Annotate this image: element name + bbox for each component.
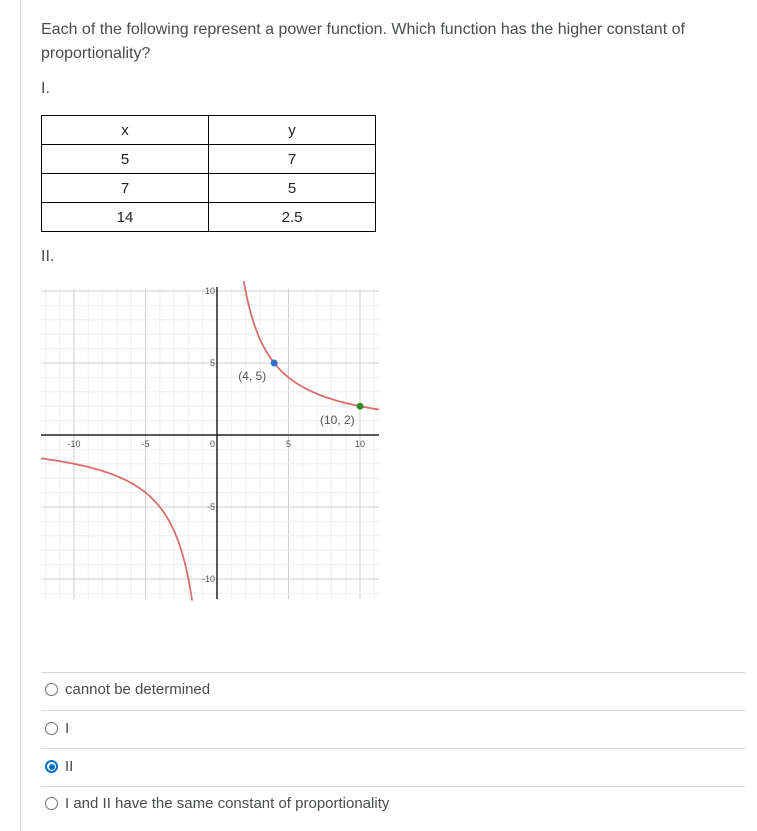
x-tick-label: 5	[285, 439, 292, 449]
table-header-row	[42, 116, 376, 145]
choice-ii[interactable]	[45, 758, 73, 775]
data-table	[41, 115, 376, 232]
table-cell: 5	[42, 145, 209, 174]
data-point	[357, 403, 364, 410]
point-label: (4, 5)	[238, 369, 267, 383]
left-divider	[20, 0, 21, 831]
choice-label: II	[65, 758, 74, 775]
y-tick-label: 0	[209, 439, 215, 449]
data-point	[271, 360, 278, 367]
choice-divider	[41, 748, 745, 749]
part-ii-label: II.	[41, 248, 55, 265]
radio-button[interactable]	[45, 797, 58, 810]
y-tick-label: -5	[206, 502, 215, 512]
x-tick-label: -5	[141, 439, 150, 449]
table-row	[42, 174, 376, 203]
radio-button[interactable]	[45, 683, 58, 696]
table-cell: 5	[209, 174, 376, 203]
table-cell: 7	[42, 174, 209, 203]
part-i-label: I.	[41, 80, 50, 97]
table-row	[42, 203, 376, 232]
choice-label: I and II have the same constant of proportionality	[65, 795, 390, 812]
table-cell: 7	[209, 145, 376, 174]
table-row	[42, 145, 376, 174]
choice-cannot-be-determined[interactable]	[45, 681, 210, 698]
radio-button-selected[interactable]	[45, 760, 58, 773]
x-tick-label: 10	[354, 439, 366, 449]
point-label: (10, 2)	[320, 413, 355, 428]
choice-label: I	[65, 720, 70, 737]
table-header-y: y	[209, 116, 376, 145]
radio-button[interactable]	[45, 722, 58, 735]
y-tick-label: 10	[204, 286, 215, 296]
choice-divider	[41, 672, 745, 673]
x-tick-label: -10	[67, 439, 81, 449]
choice-i[interactable]	[45, 720, 69, 737]
y-tick-label: -10	[201, 574, 215, 584]
table-cell: 14	[42, 203, 209, 232]
question-text: Each of the following represent a power function. Which function has the higher constant of proportionality?	[41, 21, 685, 62]
choice-label: cannot be determined	[65, 681, 211, 698]
power-function-graph	[41, 281, 379, 601]
table-header-x: x	[42, 116, 209, 145]
table-cell: 2.5	[209, 203, 376, 232]
y-tick-label: 5	[209, 358, 215, 368]
choice-divider	[41, 710, 745, 711]
choice-divider	[41, 786, 745, 787]
choice-same-constant[interactable]	[45, 795, 389, 812]
